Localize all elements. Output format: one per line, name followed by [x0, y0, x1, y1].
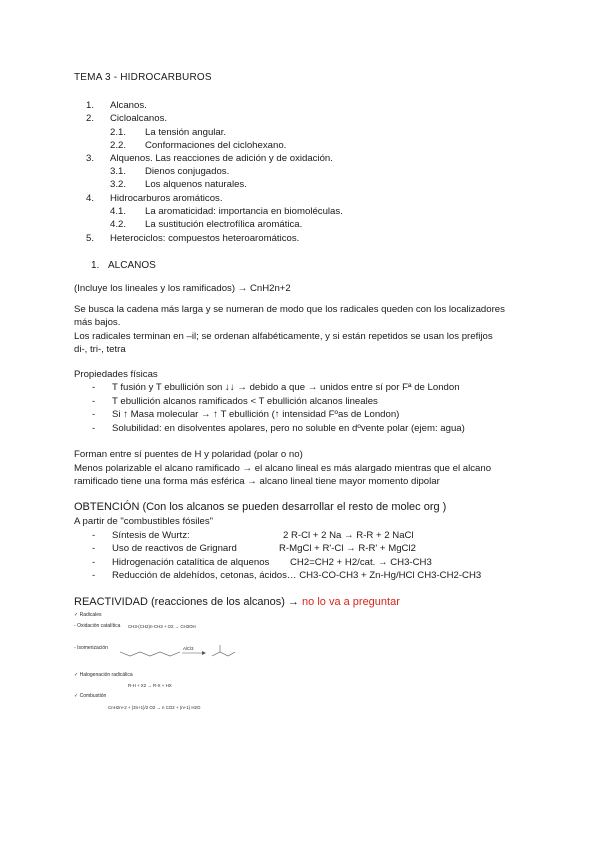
toc-number: 2.2.: [110, 140, 127, 151]
toc-item: Conformaciones del ciclohexano.: [145, 140, 287, 151]
paragraph-line: Los radicales terminan en –il; se ordenan alfabéticamente, y si están repetidos se usan los prefijos: [74, 331, 493, 342]
general-formula: (Incluye los lineales y los ramificados) → CnH2n+2: [74, 283, 291, 294]
isomerization-structure: [108, 640, 238, 668]
reaction-equation: CH2=CH2 + H2/cat. → CH3-CH3: [290, 557, 432, 568]
reaction-equation: R-H + X2 → R-X + HX: [128, 683, 172, 688]
toc-number: 2.: [86, 113, 95, 124]
toc-item: Alquenos. Las reacciones de adición y de oxidación.: [110, 153, 333, 164]
toc-item: Los alquenos naturales.: [145, 179, 247, 190]
toc-number: 4.: [86, 193, 95, 204]
method-name: Hidrogenación catalítica de alquenos: [112, 557, 270, 568]
reaction-label: ✓ Halogenación radicálica: [74, 672, 133, 678]
page-title: TEMA 3 - HIDROCARBUROS: [74, 72, 212, 83]
paragraph-line: Menos polarizable el alcano ramificado → el alcano lineal es más alargado mientras que el alcano: [74, 463, 492, 474]
toc-item: Dienos conjugados.: [145, 166, 230, 177]
list-bullet: -: [92, 423, 96, 434]
subsection-heading: Propiedades físicas: [74, 369, 158, 380]
toc-number: 4.2.: [110, 219, 127, 230]
list-item: Solubilidad: en disolventes apolares, pero no soluble en dºvente polar (ejem: agua): [112, 423, 465, 434]
obtencion-subheading: A partir de "combustibles fósiles": [74, 516, 214, 527]
reaction-equation: CH3-(CH2)n-CH3 + O2 → CH3OH: [128, 624, 196, 629]
toc-item: Hidrocarburos aromáticos.: [110, 193, 223, 204]
reaction-equation: CnH2n+2 + (3n+1)/2 O2 → n CO2 + (n+1) H2O: [108, 705, 201, 710]
method-name: Síntesis de Wurtz:: [112, 530, 190, 541]
paragraph-line: más bajos.: [74, 317, 121, 328]
toc-number: 4.1.: [110, 206, 127, 217]
toc-item: Cicloalcanos.: [110, 113, 168, 124]
method-name: Reducción de aldehídos, cetonas, ácidos… CH3-CO-CH3 + Zn-Hg/HCl CH3-CH2-CH3: [112, 570, 482, 581]
toc-item: La aromaticidad: importancia en biomoléculas.: [145, 206, 343, 217]
list-item: T fusión y T ebullición son ↓↓ → debido a que → unidos entre sí por Fª de London: [112, 382, 460, 393]
bullet-icon: -: [74, 623, 78, 629]
reaction-label: - Oxidación catalítica: [74, 623, 121, 629]
list-bullet: -: [92, 382, 96, 393]
toc-number: 1.: [86, 100, 95, 111]
list-bullet: -: [92, 557, 96, 568]
reactividad-title: REACTIVIDAD (reacciones de los alcanos) →: [74, 596, 303, 608]
paragraph-line: ramificado tiene una forma más esférica → alcano lineal tiene mayor momento dipolar: [74, 476, 440, 487]
list-bullet: -: [92, 570, 96, 581]
list-bullet: -: [92, 543, 96, 554]
section-number: 1.: [91, 260, 100, 271]
method-name: Uso de reactivos de Grignard: [112, 543, 237, 554]
list-bullet: -: [92, 396, 96, 407]
bullet-icon: ✓: [74, 672, 80, 678]
toc-item: La tensión angular.: [145, 127, 227, 138]
reaction-equation: R-MgCl + R'-Cl → R-R' + MgCl2: [279, 543, 416, 554]
obtencion-heading: OBTENCIÓN (Con los alcanos se pueden desarrollar el resto de molec org ): [74, 501, 447, 513]
reactividad-heading: [74, 596, 400, 608]
list-item: T ebullición alcanos ramificados < T ebullición alcanos lineales: [112, 396, 378, 407]
paragraph-line: Forman entre sí puentes de H y polaridad (polar o no): [74, 449, 303, 460]
toc-number: 5.: [86, 233, 95, 244]
section-heading: ALCANOS: [108, 260, 156, 271]
catalyst-label: AlCl3: [183, 646, 194, 651]
paragraph-line: di-, tri-, tetra: [74, 344, 126, 355]
list-bullet: -: [92, 409, 96, 420]
paragraph-line: Se busca la cadena más larga y se numeran de modo que los radicales queden con los localizadores: [74, 304, 505, 315]
reactividad-note: no lo va a preguntar: [302, 596, 400, 608]
toc-item: Heterociclos: compuestos heteroaromáticos.: [110, 233, 300, 244]
reaction-label: ✓ Combustión: [74, 693, 107, 699]
reaction-label: - Isomerización: [74, 645, 108, 651]
toc-number: 3.1.: [110, 166, 127, 177]
bullet-icon: ✓: [74, 693, 80, 699]
toc-number: 2.1.: [110, 127, 127, 138]
reaction-label: ✓ Radicales: [74, 612, 102, 618]
toc-item: Alcanos.: [110, 100, 147, 111]
toc-number: 3.: [86, 153, 95, 164]
list-bullet: -: [92, 530, 96, 541]
bullet-icon: -: [74, 645, 78, 651]
reaction-equation: 2 R-Cl + 2 Na → R-R + 2 NaCl: [283, 530, 414, 541]
list-item: Si ↑ Masa molecular → ↑ T ebullición (↑ intensidad Fºas de London): [112, 409, 400, 420]
toc-number: 3.2.: [110, 179, 127, 190]
bullet-icon: ✓: [74, 612, 80, 618]
toc-item: La sustitución electrofílica aromática.: [145, 219, 303, 230]
